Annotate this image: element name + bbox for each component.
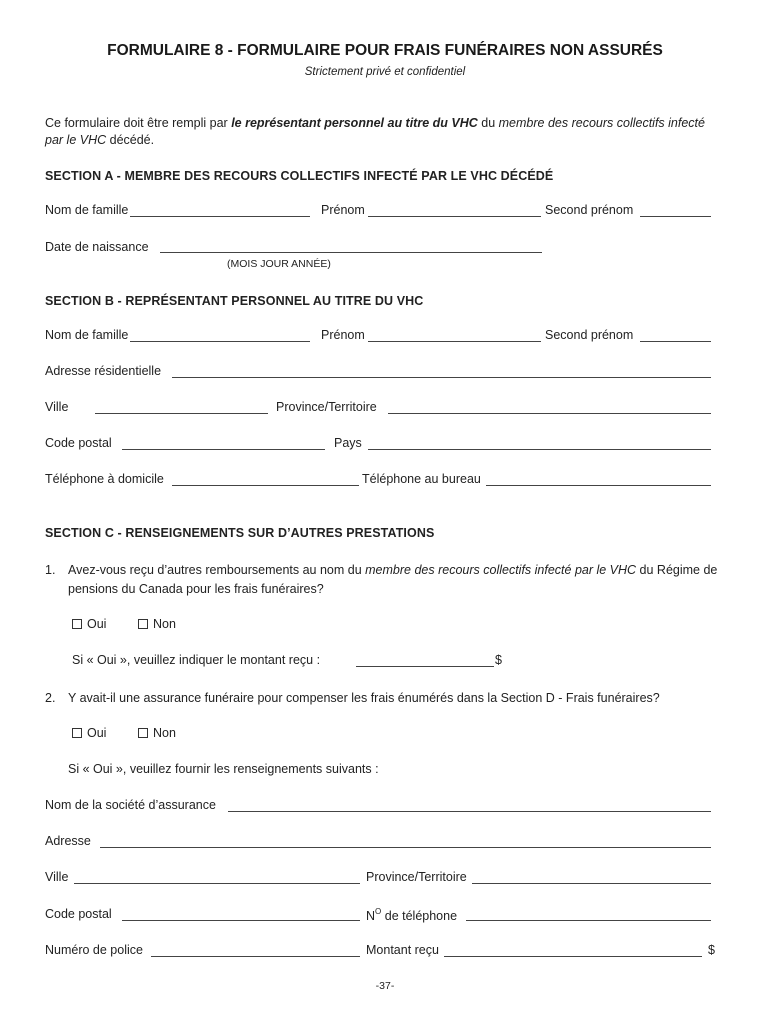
field-prenom-b[interactable] <box>368 341 541 342</box>
label-numero-police: Numéro de police <box>45 943 143 957</box>
field-adresse-c[interactable] <box>100 847 711 848</box>
q2-non-label: Non <box>153 726 176 740</box>
field-tel-bureau[interactable] <box>486 485 711 486</box>
field-code-postal-b[interactable] <box>122 449 325 450</box>
label-second-prenom-b: Second prénom <box>545 328 634 342</box>
label-date-naissance: Date de naissance <box>45 240 149 254</box>
field-tel-domicile[interactable] <box>172 485 359 486</box>
label-code-postal-b: Code postal <box>45 436 112 450</box>
label-tel-domicile: Téléphone à domicile <box>45 472 164 486</box>
tel-label-n: N <box>366 909 376 923</box>
label-ville-b: Ville <box>45 400 69 414</box>
q1-non-label: Non <box>153 617 176 631</box>
field-montant-recu[interactable] <box>444 956 702 957</box>
tel-label-sup: O <box>375 907 382 916</box>
q2-non-option[interactable] <box>138 726 176 740</box>
intro-emphasis: le représentant personnel au titre du VHC <box>231 116 478 130</box>
field-ville-b[interactable] <box>95 413 268 414</box>
field-second-prenom-a[interactable] <box>640 216 711 217</box>
field-montant-recu-q1[interactable] <box>356 666 494 667</box>
field-nom-famille-a[interactable] <box>130 216 310 217</box>
field-pays[interactable] <box>368 449 711 450</box>
label-code-postal-c: Code postal <box>45 907 112 921</box>
field-societe-assurance[interactable] <box>228 811 711 812</box>
question-2-number: 2. <box>45 691 56 705</box>
label-montant-recu: Montant reçu <box>366 943 439 957</box>
checkbox-icon[interactable] <box>72 619 82 629</box>
checkbox-icon[interactable] <box>138 728 148 738</box>
field-nom-famille-b[interactable] <box>130 341 310 342</box>
checkbox-icon[interactable] <box>138 619 148 629</box>
section-c-heading: SECTION C - RENSEIGNEMENTS SUR D’AUTRES PRESTATIONS <box>45 526 435 540</box>
field-province-c[interactable] <box>472 883 711 884</box>
question-2-text: Y avait-il une assurance funéraire pour compenser les frais énumérés dans la Section D - Frais funéraires? <box>68 691 660 705</box>
field-adresse-residentielle[interactable] <box>172 377 711 378</box>
intro-text: du <box>477 116 499 130</box>
field-second-prenom-b[interactable] <box>640 341 711 342</box>
checkbox-icon[interactable] <box>72 728 82 738</box>
label-adresse-residentielle: Adresse résidentielle <box>45 364 162 378</box>
q1-followup-label: Si « Oui », veuillez indiquer le montant reçu : <box>72 653 321 667</box>
label-nom-famille-b: Nom de famille <box>45 328 129 342</box>
q2-oui-label: Oui <box>87 726 107 740</box>
field-numero-police[interactable] <box>151 956 360 957</box>
field-numero-telephone[interactable] <box>466 920 711 921</box>
label-ville-c: Ville <box>45 870 69 884</box>
question-1 <box>45 561 725 599</box>
q2-oui-option[interactable] <box>72 726 106 740</box>
label-prenom-a: Prénom <box>321 203 365 217</box>
form-title: FORMULAIRE 8 - FORMULAIRE POUR FRAIS FUNÉRAIRES NON ASSURÉS <box>107 42 663 59</box>
label-province-b: Province/Territoire <box>276 400 377 414</box>
section-b-heading: SECTION B - REPRÉSENTANT PERSONNEL AU TITRE DU VHC <box>45 294 424 308</box>
page-number: -37- <box>375 980 395 992</box>
label-pays: Pays <box>334 436 362 450</box>
label-societe-assurance: Nom de la société d’assurance <box>45 798 216 812</box>
q1-oui-label: Oui <box>87 617 107 631</box>
intro-text: Ce formulaire doit être rempli par <box>45 116 232 130</box>
q1-oui-option[interactable] <box>72 617 106 631</box>
field-province-b[interactable] <box>388 413 711 414</box>
field-prenom-a[interactable] <box>368 216 541 217</box>
date-format-hint: (MOIS JOUR ANNÉE) <box>227 258 331 270</box>
form-subtitle: Strictement privé et confidentiel <box>304 66 466 78</box>
q2-followup-label: Si « Oui », veuillez fournir les renseignements suivants : <box>68 762 379 776</box>
label-tel-bureau: Téléphone au bureau <box>362 472 481 486</box>
label-nom-famille-a: Nom de famille <box>45 203 129 217</box>
label-prenom-b: Prénom <box>321 328 365 342</box>
question-1-number: 1. <box>45 563 56 577</box>
label-adresse-c: Adresse <box>45 834 91 848</box>
tel-label-rest: de téléphone <box>381 909 458 923</box>
field-code-postal-c[interactable] <box>122 920 360 921</box>
q1-non-option[interactable] <box>138 617 176 631</box>
intro-text: décédé. <box>106 133 155 147</box>
question-2 <box>45 689 725 708</box>
field-date-naissance[interactable] <box>160 252 542 253</box>
intro-paragraph <box>45 115 725 149</box>
intro-italic: membre des recours collectifs infecté par le VHC <box>45 116 705 147</box>
dollar-sign: $ <box>708 943 715 957</box>
field-ville-c[interactable] <box>74 883 360 884</box>
dollar-sign: $ <box>495 653 502 667</box>
question-1-text: du Régime de pensions du Canada pour les frais funéraires? <box>68 563 718 596</box>
label-second-prenom-a: Second prénom <box>545 203 634 217</box>
question-1-italic: membre des recours collectifs infecté par le VHC <box>365 563 637 577</box>
label-numero-telephone <box>366 907 457 923</box>
question-1-text: Avez-vous reçu d’autres remboursements au nom du <box>68 563 366 577</box>
section-a-heading: SECTION A - MEMBRE DES RECOURS COLLECTIFS INFECTÉ PAR LE VHC DÉCÉDÉ <box>45 169 554 183</box>
label-province-c: Province/Territoire <box>366 870 467 884</box>
